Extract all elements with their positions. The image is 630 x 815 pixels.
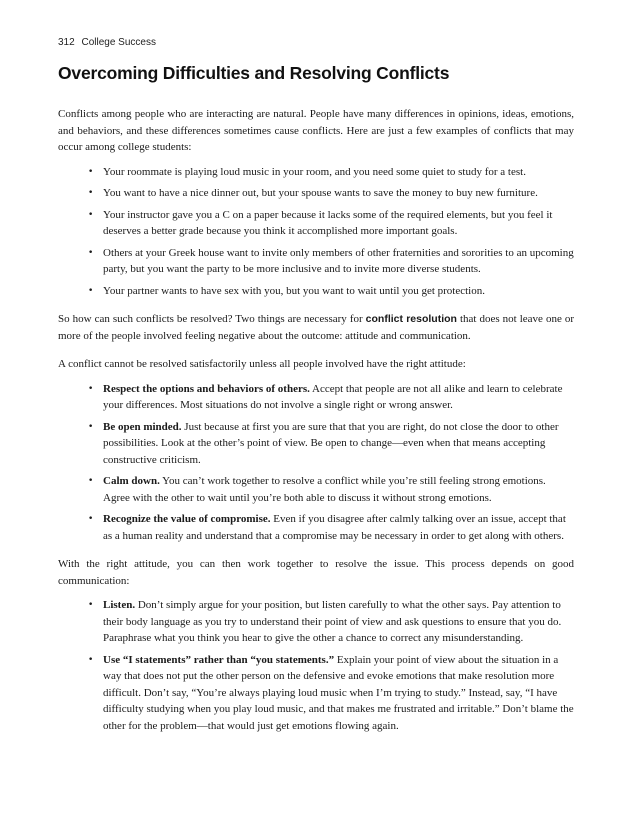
book-title: College Success <box>81 37 156 48</box>
attitude-item-calm-down <box>88 473 574 506</box>
resolution-text-before: So how can such conflicts be resolved? Two things are necessary for <box>58 313 366 325</box>
attitude-lead: Respect the options and behaviors of others. <box>103 382 310 395</box>
communication-item-i-statements <box>88 652 574 735</box>
attitude-lead: Calm down. <box>103 475 160 487</box>
attitude-text: Even if you disagree after calmly talking over an issue, accept that as a human reality and understand that a compromise may be necessary in order to get along with others. <box>103 513 566 542</box>
attitude-item-open-minded <box>88 419 574 469</box>
section-body <box>58 106 574 734</box>
communication-lead: Use “I statements” rather than “you statements.” <box>103 653 335 666</box>
resolution-paragraph <box>58 311 574 344</box>
attitude-text: Just because at first you are sure that that you are right, do not close the door to other possibilities. Look at the other’s point of view. Be open to change—even when that means accepting constructive criticism. <box>103 420 559 466</box>
example-item: • Your instructor gave you a C on a paper because it lacks some of the required elements, but you feel it deserves a better grade because you think it accomplished more important goals. <box>88 207 574 240</box>
communication-intro: With the right attitude, you can then work together to resolve the issue. This process depends on good communication: <box>58 558 574 587</box>
example-item: • Your partner wants to have sex with you, but you want to wait until you get protection. <box>88 283 574 300</box>
attitude-item-respect <box>88 381 574 414</box>
section-title: Overcoming Difficulties and Resolving Conflicts <box>58 63 450 83</box>
communication-item-listen <box>88 597 574 647</box>
attitude-intro: A conflict cannot be resolved satisfactorily unless all people involved have the right attitude: <box>58 358 466 370</box>
communication-list <box>58 597 574 734</box>
example-item: • You want to have a nice dinner out, but your spouse wants to save the money to buy new furniture. <box>88 185 574 202</box>
resolution-text-after: that does not leave one or more of the people involved feeling negative about the outcome: attitude and communication. <box>58 313 574 342</box>
running-header <box>58 36 574 50</box>
examples-list <box>58 164 574 300</box>
example-item: • Others at your Greek house want to invite only members of other fraternities and sororities to an upcoming party, but you want the party to be more inclusive and to invite more diverse students. <box>88 245 574 278</box>
attitude-lead: Be open minded. <box>103 420 182 433</box>
communication-text: Explain your point of view about the situation in a way that does not put the other person on the defensive and evoke emotions that make resolution more difficult. Don’t say, “You’re always playing loud music when I’m trying to study.” Instead, say, “I have difficulty studying when you play loud music, and that makes me frustrated and irritable.” Don’t blame the other for the problem—that would just get emotions flowing again. <box>103 653 574 732</box>
attitude-lead: Recognize the value of compromise. <box>103 513 271 525</box>
attitude-text: Accept that people are not all alike and learn to celebrate your differences. Most situations do not involve a single right or wrong answer. <box>103 382 563 411</box>
communication-lead: Listen. <box>103 599 136 611</box>
communication-text: Don’t simply argue for your position, but listen carefully to what the other says. Pay attention to their body language as you try to understand their point of view and ask questions to ensure that you do. Paraphrase what you think you hear to give the other a chance to correct any misunderstanding. <box>103 599 562 644</box>
attitude-list <box>58 381 574 545</box>
example-item: • Your roommate is playing loud music in your room, and you need some quiet to study for a test. <box>88 164 574 181</box>
page <box>58 36 574 739</box>
attitude-text: You can’t work together to resolve a conflict while you’re still feeling strong emotions. Agree with the other to wait until you’re both able to discuss it without strong emotions. <box>103 475 546 504</box>
intro-paragraph: Conflicts among people who are interacting are natural. People have many differences in opinions, ideas, emotions, and behaviors, and these differences sometimes cause conflicts. Here are just a few examples of conflicts that may occur among college students: <box>58 108 574 153</box>
page-number: 312 <box>58 37 75 48</box>
key-term-conflict-resolution: conflict resolution <box>365 313 457 325</box>
attitude-item-compromise <box>88 511 574 544</box>
